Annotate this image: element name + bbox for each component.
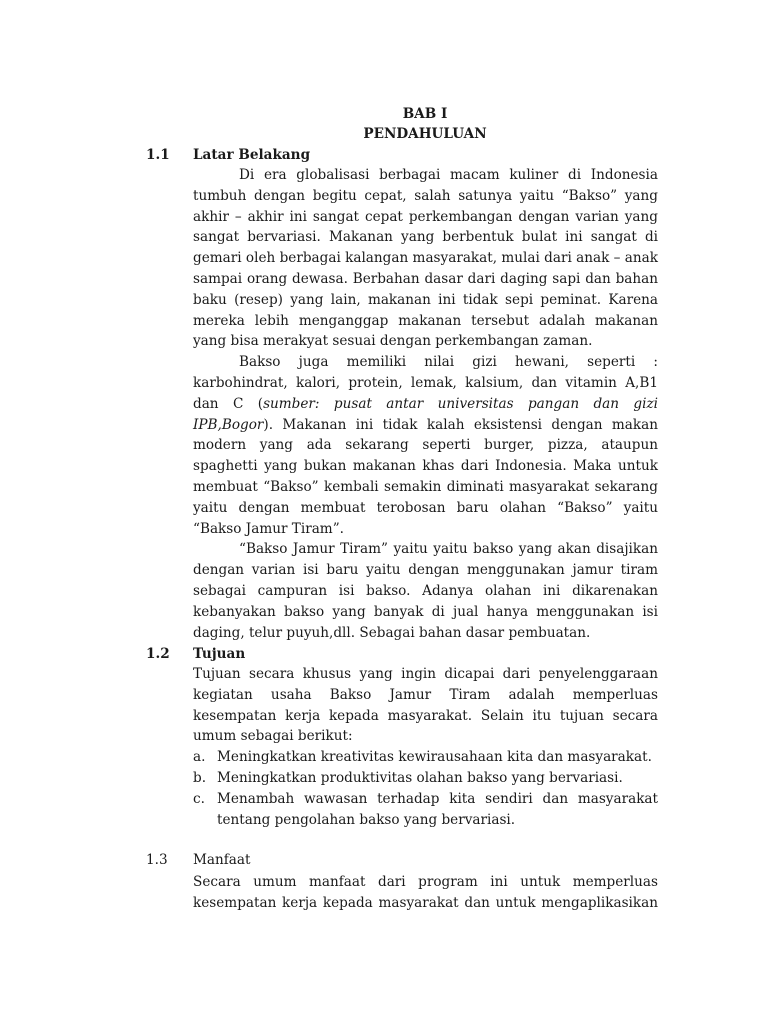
chapter-title: PENDAHULUAN xyxy=(363,126,487,142)
paragraph: Di era globalisasi berbagai macam kuliner di Indonesia tumbuh dengan begitu cepat, salah satunya yaitu “Bakso” yang akhir – akhir ini sangat cepat perkembangan dengan varian yang sangat bervariasi. Makanan yang berbentuk bulat ini sangat di gemari oleh berbagai kalangan masyarakat, mulai dari anak – anak sampai orang dewasa. Berbahan dasar dari daging sapi dan bahan baku (resep) yang lain, makanan ini tidak sepi peminat. Karena mereka lebih menganggap makanan tersebut adalah makanan yang bisa merakyat sesuai dengan perkembangan zaman. xyxy=(193,167,658,350)
section-body-tujuan xyxy=(193,664,658,830)
paragraph xyxy=(193,352,658,539)
chapter-label: BAB I xyxy=(402,106,448,122)
paragraph: Tujuan secara khusus yang ingin dicapai dari penyelenggaraan kegiatan usaha Bakso Jamur Tiram adalah memperluas kesempatan kerja kepada masyarakat. Selain itu tujuan secara umum sebagai berikut: xyxy=(193,666,658,745)
list-marker: c. xyxy=(193,790,205,807)
section-title-tujuan: Tujuan xyxy=(193,646,246,662)
section-body-manfaat xyxy=(193,872,658,914)
paragraph: Secara umum manfaat dari program ini untuk memperluas kesempatan kerja kepada masyarakat dan untuk mengaplikasikan xyxy=(193,874,658,911)
paragraph: “Bakso Jamur Tiram” yaitu yaitu bakso yang akan disajikan dengan varian isi baru yaitu dengan menggunakan jamur tiram sebagai campuran isi bakso. Adanya olahan ini dikarenakan kebanyakan bakso yang banyak di jual hanya menggunakan isi daging, telur puyuh,dll. Sebagai bahan dasar pembuatan. xyxy=(193,541,658,641)
list-item-text: Menambah wawasan terhadap kita sendiri dan masyarakat tentang pengolahan bakso yang bervariasi. xyxy=(217,790,658,828)
section-number-1-3: 1.3 xyxy=(146,852,168,868)
paragraph-text: ). Makanan ini tidak kalah eksistensi dengan makan modern yang ada sekarang seperti burger, pizza, ataupun spaghetti yang bukan makanan khas dari Indonesia. Maka untuk membuat “Bakso” kembali semakin diminati masyarakat sekarang yaitu dengan membuat terobosan baru olahan “Bakso” yaitu “Bakso Jamur Tiram”. xyxy=(193,416,658,537)
list-item-text: Meningkatkan kreativitas kewirausahaan kita dan masyarakat. xyxy=(217,749,652,766)
section-title-manfaat: Manfaat xyxy=(193,852,251,868)
objective-list xyxy=(193,747,658,830)
section-number-1-1: 1.1 xyxy=(146,147,170,163)
list-item xyxy=(193,768,658,789)
list-marker: b. xyxy=(193,769,207,786)
paragraph-text: Bakso juga memiliki nilai gizi hewani, seperti : karbohindrat, kalori, protein, lemak, kalsium, dan vitamin A,B1 dan C ( xyxy=(193,354,658,412)
list-item-text: Meningkatkan produktivitas olahan bakso yang bervariasi. xyxy=(217,769,623,786)
citation: sumber: pusat antar universitas pangan dan gizi IPB,Bogor xyxy=(193,395,658,433)
section-number-1-2: 1.2 xyxy=(146,646,170,662)
section-body-latar-belakang xyxy=(193,165,658,643)
list-item xyxy=(193,789,658,831)
list-item xyxy=(193,747,658,768)
list-marker: a. xyxy=(193,749,206,766)
section-title-latar-belakang: Latar Belakang xyxy=(193,147,311,163)
